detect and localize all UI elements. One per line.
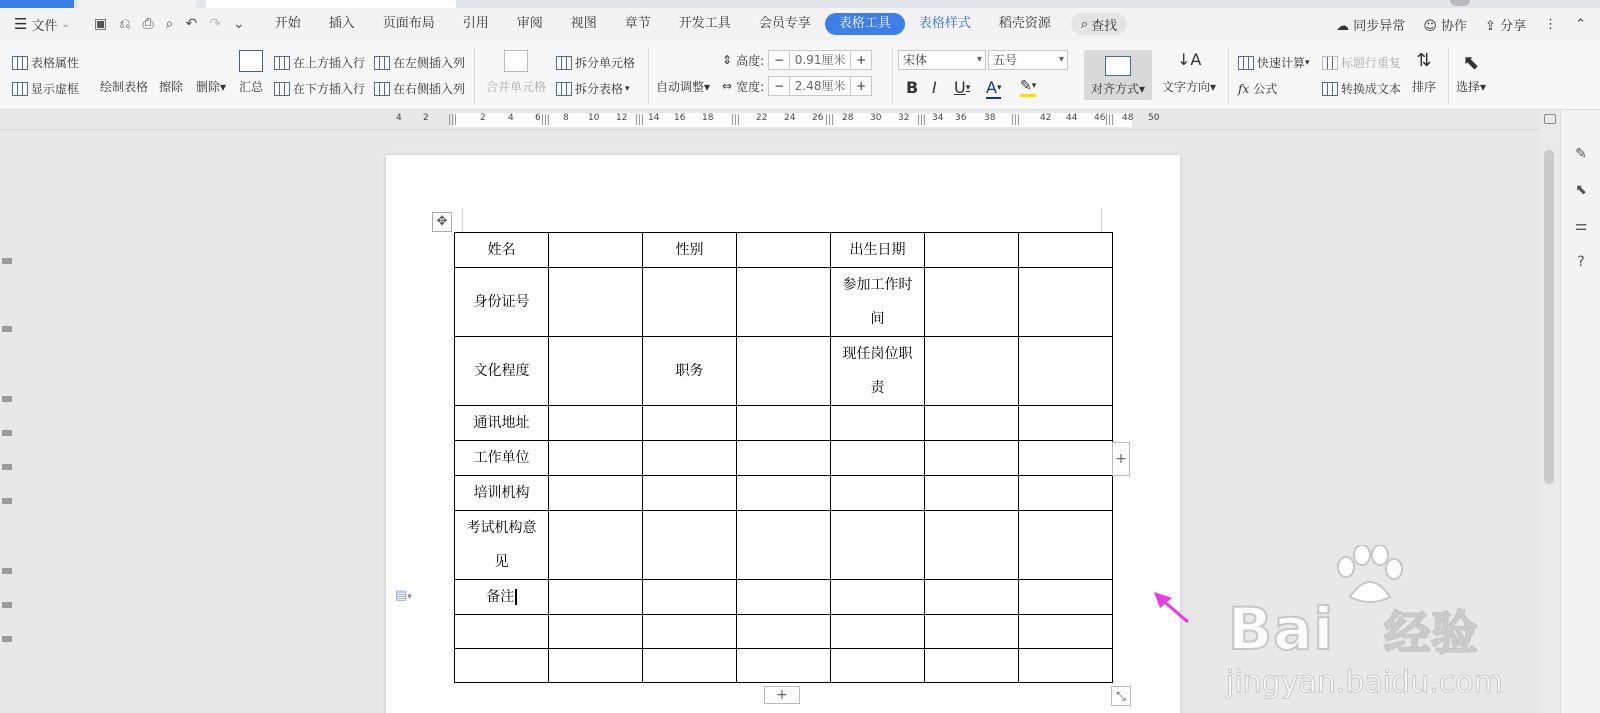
table-cell[interactable]: 身份证号 [455,268,549,337]
table-cell[interactable] [925,511,1019,580]
summary-button[interactable]: 汇总 [239,50,263,95]
tab-docer-resources[interactable]: 稻壳资源 [998,16,1051,31]
ruler-number: 6 [535,113,541,123]
ruler-row-marker [2,636,12,642]
table-cell[interactable] [925,406,1019,441]
width-increase-button[interactable]: + [856,79,867,93]
ruler-number: 22 [756,113,768,123]
table-cell[interactable] [643,511,737,580]
table-cell[interactable] [643,441,737,476]
ribbon-divider [1228,48,1229,104]
underline-button[interactable]: U ▾ [954,78,971,97]
table-cell[interactable]: 性别 [643,233,737,268]
ribbon-divider [474,48,475,104]
home-tab[interactable] [0,0,74,8]
ruler-column-marker[interactable] [1106,114,1115,125]
table-cell[interactable] [737,511,831,580]
table-cell[interactable]: 姓名 [455,233,549,268]
save-icon[interactable]: ▣ [94,16,108,32]
ruler-column-marker[interactable] [636,114,645,125]
add-column-button[interactable]: + [1112,442,1130,476]
tab-review[interactable]: 审阅 [516,16,543,31]
collaborate-button[interactable]: ☺ 协作 [1423,18,1468,34]
table-cell[interactable]: 职务 [643,337,737,406]
ruler-number: 48 [1122,113,1134,123]
highlight-button[interactable]: ✎ ▾ [1020,78,1036,97]
repeat-header-button[interactable]: 标题行重复 [1322,54,1401,71]
tab-table-style[interactable]: 表格样式 [918,16,971,31]
table-cell[interactable]: 通讯地址 [455,406,549,441]
ruler-column-marker[interactable] [918,114,927,125]
ruler-number: 4 [396,113,402,123]
font-color-button[interactable]: A ▾ [986,78,1002,97]
print-preview-icon[interactable]: ⌕ [165,16,174,32]
table-cell[interactable] [549,406,643,441]
table-resize-handle[interactable]: ⤡ [1111,686,1131,706]
share-icon: ⇪ [1485,18,1496,34]
ruler-number: 38 [984,113,996,123]
table-cell[interactable]: 考试机构意见 [455,511,549,580]
table-cell[interactable]: 备注 [455,580,549,615]
right-sidebar [1560,110,1600,713]
ruler-number: 2 [480,113,486,123]
show-gridlines-button[interactable]: 显示虚框 [12,80,79,97]
table-cell[interactable] [831,406,925,441]
table-cell[interactable] [1019,441,1113,476]
table-cell[interactable] [925,649,1019,683]
ruler-number: 42 [1040,113,1052,123]
table-properties-icon [12,56,28,70]
ruler-row-marker [2,326,12,332]
ruler-row-marker [2,602,12,608]
italic-button[interactable]: I [932,78,937,97]
erase-button[interactable]: 擦除 [159,50,183,95]
insert-column-right-button[interactable]: 在右侧插入列 [374,80,465,97]
table-cell[interactable] [1019,615,1113,649]
ruler-number: 8 [563,113,569,123]
table-cell[interactable] [831,511,925,580]
table-cell[interactable] [549,511,643,580]
insert-column-left-icon [374,56,390,70]
print-icon[interactable]: ⎙ [142,16,154,32]
ruler-column-marker[interactable] [1012,114,1021,125]
table-cell[interactable] [643,268,737,337]
table-row [455,615,1113,649]
watermark-url: jingyan.baidu.com [1226,665,1503,700]
table-row [455,233,1113,268]
summary-icon [239,50,263,72]
ruler-row-marker [2,498,12,504]
gridlines-icon [12,82,28,96]
table-cell[interactable]: 文化程度 [455,337,549,406]
table-row [455,580,1113,615]
menu-right [1336,15,1600,34]
table-cell[interactable] [643,406,737,441]
undo-icon[interactable]: ↶ [185,16,198,32]
baidu-watermark [1228,545,1528,705]
file-menu[interactable]: ☰ 文件 ⌄ [14,15,70,34]
insert-column-right-icon [374,82,390,96]
table-cell[interactable] [1019,406,1113,441]
formula-button[interactable]: fx 公式 [1238,81,1278,96]
table-cell[interactable] [455,615,549,649]
font-size-select[interactable]: 五号 ▾ [988,50,1068,70]
table-cell[interactable] [831,615,925,649]
text-cursor [515,589,517,605]
app-tab[interactable] [78,0,196,8]
table-cell[interactable] [549,233,643,268]
ribbon-divider [648,48,649,104]
width-decrease-button[interactable]: − [774,79,785,93]
ruler-number: 28 [842,113,854,123]
horizontal-ruler[interactable] [0,110,1600,130]
ruler-row-marker [2,258,12,264]
table-cell[interactable]: 参加工作时间 [831,268,925,337]
table-cell[interactable] [549,649,643,683]
select-button[interactable]: ⬉ 选择▾ [1456,50,1487,94]
cursor-icon: ⬉ [1462,50,1480,74]
user-icon: ☺ [1423,18,1437,34]
menu-bar [0,8,1600,40]
annotation-arrow-icon [1152,590,1192,626]
insert-row-below-button[interactable]: 在下方插入行 [274,80,365,97]
repeat-header-icon [1322,56,1338,70]
insert-column-left-button[interactable]: 在左侧插入列 [374,54,465,71]
ruler-number: 16 [674,113,686,123]
ruler-number: 12 [616,113,628,123]
merge-cells-icon [504,50,528,72]
formula-icon: fx [1238,81,1250,96]
redo-icon[interactable]: ↷ [209,16,221,32]
more-icon[interactable]: ⋮ [1544,16,1558,32]
insert-row-below-icon [274,82,290,96]
table-cell[interactable] [549,441,643,476]
table-cell[interactable] [737,580,831,615]
document-tab[interactable] [206,0,456,8]
auto-fit-button[interactable]: 自动调整▾ [656,50,710,95]
tab-developer[interactable]: 开发工具 [678,16,731,31]
table-cell[interactable] [737,406,831,441]
add-row-button[interactable]: + [764,686,800,704]
table-cell[interactable] [549,337,643,406]
ruler-row-marker [2,464,12,470]
help-icon[interactable]: ? [1577,254,1585,270]
cloud-icon: ☁ [1336,18,1350,34]
avatar[interactable] [1450,0,1470,6]
row-height-control: ⇕ 高度: − 0.91厘米 + [722,50,872,70]
table-cell[interactable] [925,580,1019,615]
height-input[interactable]: 0.91厘米 [789,51,851,69]
table-row [455,268,1113,337]
ruler-number: 18 [702,113,714,123]
table-row [455,406,1113,441]
table-cell[interactable] [643,615,737,649]
table-cell[interactable] [1019,233,1113,268]
split-cells-icon [556,56,572,70]
table-cell[interactable]: 工作单位 [455,441,549,476]
vertical-ruler[interactable] [0,130,14,713]
table-cell[interactable] [925,615,1019,649]
sync-status-button[interactable]: ☁ 同步异常 [1336,18,1406,34]
split-table-button[interactable]: 拆分表格 ▾ [556,80,630,97]
ruler-column-marker[interactable] [542,114,551,125]
table-top-guide [462,208,1102,232]
ribbon [0,40,1600,110]
insert-row-above-button[interactable]: 在上方插入行 [274,54,365,71]
hamburger-icon: ☰ [14,15,28,33]
sort-icon: ⇅ [1416,50,1432,71]
text-direction-icon: ↓A [1177,50,1202,69]
table-cell[interactable] [549,476,643,511]
table-cell[interactable] [737,337,831,406]
table-cell[interactable] [643,649,737,683]
table-properties-button[interactable]: 表格属性 [12,54,79,71]
draw-table-button[interactable]: 绘制表格 [100,50,148,95]
table-cell[interactable] [455,649,549,683]
ruler-number: 24 [784,113,796,123]
ribbon-divider [892,48,893,104]
table-row [455,476,1113,511]
ribbon-divider [1448,48,1449,104]
ruler-number: 4 [508,113,514,123]
table-cell[interactable] [643,476,737,511]
table-cell[interactable] [925,268,1019,337]
delete-button[interactable]: 删除▾ [196,50,226,95]
merge-cells-button[interactable]: 合并单元格 [486,50,546,95]
tab-section[interactable]: 章节 [624,16,651,31]
height-icon: ⇕ [722,53,733,67]
convert-to-text-button[interactable]: 转换成文本 [1322,80,1401,97]
ruler-column-marker[interactable] [449,114,458,125]
ruler-number: 50 [1148,113,1160,123]
table-cell[interactable] [1019,268,1113,337]
table-cell[interactable] [737,268,831,337]
split-table-icon [556,82,572,96]
height-decrease-button[interactable]: − [774,53,785,67]
table-cell[interactable] [831,580,925,615]
table-cell[interactable] [1019,511,1113,580]
table-cell[interactable] [831,649,925,683]
sort-button[interactable]: ⇅ 排序 [1412,50,1437,94]
ruler-column-marker[interactable] [732,114,741,125]
column-width-control: ⇔ 宽度: − 2.48厘米 + [722,76,872,96]
ruler-number: 10 [588,113,600,123]
table-cell[interactable] [831,441,925,476]
table-cell[interactable]: 培训机构 [455,476,549,511]
table-move-handle[interactable]: ✥ [432,212,452,232]
table-row [455,337,1113,406]
pointer-icon[interactable]: ⬉ [1575,182,1587,198]
ruler-number: 2 [423,113,429,123]
tab-member[interactable]: 会员专享 [758,16,811,31]
alignment-button[interactable]: 对齐方式▾ [1084,50,1152,100]
split-cells-button[interactable]: 拆分单元格 [556,54,635,71]
tab-insert[interactable]: 插入 [328,16,355,31]
table-cell[interactable] [549,268,643,337]
tab-page-layout[interactable]: 页面布局 [382,16,435,31]
tab-table-tools[interactable]: 表格工具 [825,13,905,35]
text-direction-button[interactable]: ↓A 文字方向▾ [1162,50,1217,94]
tab-home[interactable]: 开始 [274,16,301,31]
table-cell[interactable]: 现任岗位职责 [831,337,925,406]
table-cell[interactable] [549,580,643,615]
share-button[interactable]: ⇪ 分享 [1485,18,1527,34]
document-tab-strip [0,0,1600,8]
chevron-down-icon: ⌄ [61,18,70,30]
ruler-row-marker [2,396,12,402]
table-cell[interactable] [925,233,1019,268]
format-painter-icon[interactable]: ⎌ [119,16,131,32]
document-table[interactable] [454,232,1113,683]
table-cell[interactable] [737,476,831,511]
table-cell[interactable] [1019,476,1113,511]
ruler-number: 14 [648,113,660,123]
ruler-number: 34 [932,113,944,123]
table-cell[interactable] [737,615,831,649]
ruler-number: 46 [1094,113,1106,123]
ruler-number: 44 [1066,113,1078,123]
ruler-number: 26 [812,113,824,123]
table-cell[interactable] [831,476,925,511]
settings-sliders-icon[interactable]: ⚌ [1574,218,1588,234]
quick-calc-button[interactable]: 快速计算 ▾ [1238,54,1310,71]
table-cell[interactable] [643,580,737,615]
ruler-number: 30 [870,113,882,123]
vertical-scrollbar[interactable] [1540,110,1560,713]
insert-row-above-icon [274,56,290,70]
table-cell[interactable] [549,615,643,649]
table-cell[interactable] [1019,580,1113,615]
ruler-number: 32 [898,113,910,123]
ruler-row-marker [2,568,12,574]
scrollbar-thumb[interactable] [1544,150,1554,484]
table-cell[interactable] [925,441,1019,476]
width-input[interactable]: 2.48厘米 [789,77,851,95]
quick-access-toolbar [94,16,245,32]
table-cell[interactable] [925,337,1019,406]
tab-references[interactable]: 引用 [462,16,489,31]
highlighter-icon: ✎ [1020,78,1032,94]
document-icon[interactable]: ▤▾ [395,588,412,603]
width-icon: ⇔ [722,79,733,93]
watermark-brand: Bai 经验 [1228,595,1479,663]
table-cell[interactable] [737,233,831,268]
bold-button[interactable]: B [906,78,919,97]
font-name-select[interactable]: 宋体 ▾ [898,50,986,70]
table-row [455,511,1113,580]
table-cell[interactable] [737,649,831,683]
table-row [455,649,1113,683]
calculator-icon [1238,56,1254,70]
ruler-number: 36 [955,113,967,123]
alignment-icon [1105,56,1131,76]
table-cell[interactable] [1019,649,1113,683]
tab-view[interactable]: 视图 [570,16,597,31]
convert-text-icon [1322,82,1338,96]
table-row [455,441,1113,476]
table-cell[interactable] [1019,337,1113,406]
search-icon: ⌕ [1080,16,1089,32]
ribbon-tabs [261,13,1127,35]
table-cell[interactable] [737,441,831,476]
ruler-column-marker[interactable] [826,114,835,125]
ruler-row-marker [2,430,12,436]
scroll-top-button[interactable] [1544,114,1556,124]
search-button[interactable]: ⌕ 查找 [1071,13,1127,35]
table-cell[interactable]: 出生日期 [831,233,925,268]
customize-icon[interactable]: ⌄ [232,16,245,32]
table-cell[interactable] [925,476,1019,511]
collapse-ribbon-icon[interactable]: ⌃ [1575,16,1586,32]
height-increase-button[interactable]: + [856,53,867,67]
pen-icon[interactable]: ✎ [1575,146,1587,162]
